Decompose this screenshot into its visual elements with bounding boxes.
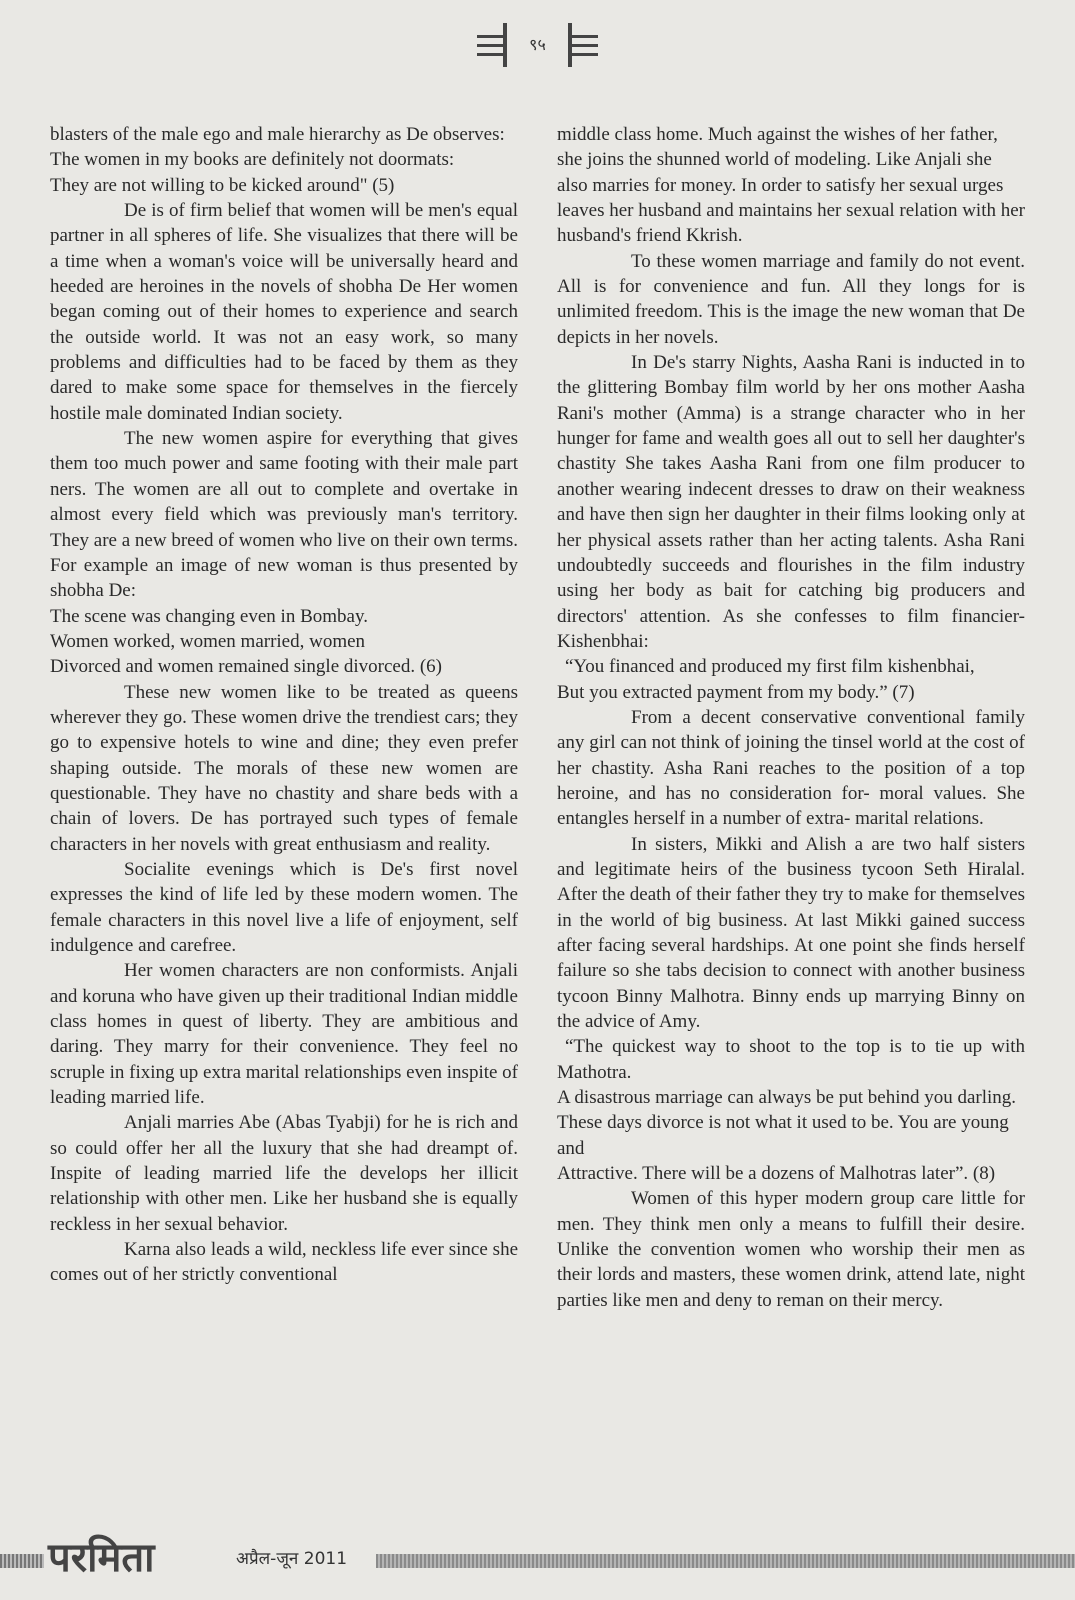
paragraph: In De's starry Nights, Aasha Rani is inducted in to the glittering Bombay film world by her ons mother Aasha Rani's mother (Amma) is a strange character who in her hunger for fame and wealth goes all out to sell her daughter's chastity She takes Aasha Rani from one film producer to another wearing indecent dresses to draw on their weakness and have then sign her daughter in their films looking only at her physical assets rather than her acting talents. Asha Rani undoubtedly succeeds and flourishes in the film industry using her body as bait for catching big producers and directors' attention. As she confesses to film financier- Kishenbhai: [557,352,1025,652]
paragraph: Divorced and women remained single divorced. (6) [50,656,443,678]
paragraph: Anjali marries Abe (Abas Tyabji) for he is rich and so could offer her all the luxury that she had dreampt of. Inspite of leading married life the develops her illicit relationship with other men. Like her husband she is equally reckless in her sexual behavior. [50,1112,518,1235]
paragraph: Karna also leads a wild, neckless life ever since she comes out of her strictly conventional [50,1239,518,1286]
paragraph: From a decent conservative conventional family any girl can not think of joining the tinsel world at the cost of her chastity. Asha Rani reaches to the position of a top heroine, and has no consideration for- moral values. She entangles herself in a number of extra- marital relations. [557,706,1025,830]
paragraph: But you extracted payment from my body.” (7) [557,681,915,703]
paragraph: blasters of the male ego and male hierarchy as De observes: [50,124,505,145]
paragraph: They are not willing to be kicked around" (5) [50,174,395,196]
paragraph: middle class home. Much against the wishes of her father, she joins the shunned world of modeling. Like Anjali she also marries for money. In order to satisfy her sexual urges leaves her husband and maintains her sexual relation with her husband's friend Kkrish. [557,124,1025,247]
paragraph: To these women marriage and family do not event. All is for convenience and fun. All they longs for is unlimited freedom. This is the image the new woman that De depicts in her novels. [557,250,1025,348]
issue-date: अप्रैल-जून 2011 [236,1549,348,1569]
footer-rule-left [0,1554,44,1568]
journal-title: परमिता [48,1535,155,1581]
paragraph: In sisters, Mikki and Alish a are two half sisters and legitimate heirs of the business tycoon Seth Hiralal. After the death of their father they try to make for themselves in the world of big business. At last Mikki gained success after facing several hardships. At one point she finds herself failure so she tabs decision to connect with another business tycoon Binny Malhotra. Binny ends up marrying Binny on the advice of Amy. [557,833,1025,1033]
right-text-column [557,122,1025,1313]
paragraph: Women worked, women married, women [50,630,366,652]
paragraph: The women in my books are definitely not doormats: [50,149,455,171]
paragraph: Attractive. There will be a dozens of Malhotras later”. (8) [557,1163,996,1185]
paragraph: Women of this hyper modern group care little for men. They think men only a means to fulfill their desire. Unlike the convention women who worship their men as their lords and masters, these women drink, attend late, night parties like men and deny to reman on their mercy. [557,1188,1025,1311]
paragraph: “The quickest way to shoot to the top is to tie up with Mathotra. [557,1036,1025,1083]
paragraph: “You financed and produced my first film kishenbhai, [565,656,975,678]
footer-rule-right [376,1554,1075,1568]
paragraph: These days divorce is not what it used to be. You are young and [557,1112,1009,1159]
left-ornament-icon [473,21,519,67]
paragraph: Socialite evenings which is De's first novel expresses the kind of life led by these modern women. The female characters in this novel live a life of enjoyment, self indulgence and carefree. [50,858,518,956]
paragraph: A disastrous marriage can always be put behind you darling. [557,1087,1017,1109]
paragraph: The scene was changing even in Bombay. [50,605,368,627]
paragraph: The new women aspire for everything that gives them too much power and same footing with their male part ners. The women are all out to complete and overtake in almost every field which was previously man's territory. They are a new breed of women who live on their own terms. For example an image of new woman is thus presented by shobha De: [50,428,518,602]
paragraph: De is of firm belief that women will be men's equal partner in all spheres of life. She visualizes that there will be a time when a woman's voice will be universally heard and heeded are heroines in the novels of shobha De Her women began coming out of their homes to experience and search the outside world. It was not an easy work, so many problems and difficulties had to be faced by them as they dared to make some space for themselves in the fiercely hostile male dominated Indian society. [50,200,518,424]
paragraph: Her women characters are non conformists. Anjali and koruna who have given up their traditional Indian middle class homes in quest of liberty. They are ambitious and daring. They marry for their convenience. They feel no scruple in fixing up extra marital relationships even inspite of leading married life. [50,960,519,1109]
right-ornament-icon [556,21,602,67]
page-header [0,14,1075,74]
page-number: ९५ [529,35,546,54]
left-text-column [50,122,518,1288]
paragraph: These new women like to be treated as queens wherever they go. These women drive the trendiest cars; they go to expensive hotels to wine and dine; they even prefer shaping outside. The morals of these new women are questionable. They have no chastity and share beds with a chain of lovers. De has portrayed such types of female characters in her novels with great enthusiasm and reality. [50,681,518,855]
page-footer [0,1530,1075,1590]
